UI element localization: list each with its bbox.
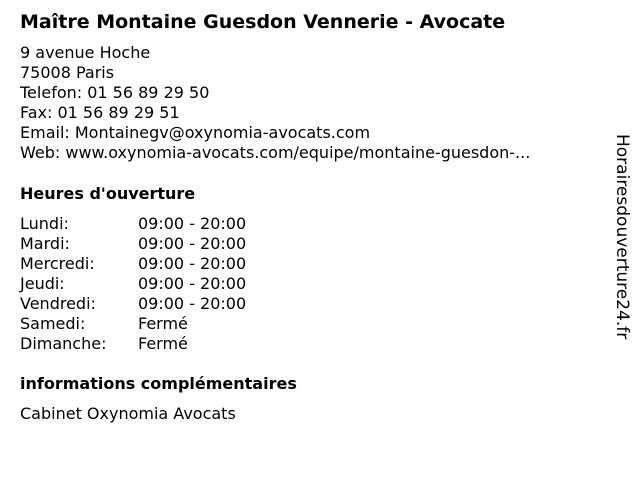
opening-hours-heading: Heures d'ouverture: [20, 184, 196, 203]
page-title: Maître Montaine Guesdon Vennerie - Avocate: [20, 11, 506, 33]
hours-day: Vendredi:: [20, 294, 96, 313]
hours-day: Mercredi:: [20, 254, 95, 273]
hours-time: 09:00 - 20:00: [138, 294, 247, 313]
contact-block: [20, 43, 530, 163]
hours-time: 09:00 - 20:00: [138, 214, 247, 233]
additional-info-text: Cabinet Oxynomia Avocats: [20, 404, 236, 423]
fax-number: Fax: 01 56 89 29 51: [20, 103, 180, 122]
hours-day: Samedi:: [20, 314, 86, 333]
hours-time: Fermé: [138, 314, 188, 333]
site-watermark: Horairesdouverture24.fr: [612, 134, 632, 340]
hours-time: 09:00 - 20:00: [138, 234, 247, 253]
additional-info-heading: informations complémentaires: [20, 374, 297, 393]
hours-day: Dimanche:: [20, 334, 107, 353]
hours-time: 09:00 - 20:00: [138, 254, 247, 273]
hours-time: 09:00 - 20:00: [138, 274, 247, 293]
phone-number[interactable]: Telefon: 01 56 89 29 50: [20, 83, 210, 102]
hours-day: Jeudi:: [20, 274, 65, 293]
address-street: 9 avenue Hoche: [20, 43, 151, 62]
hours-day: Mardi:: [20, 234, 70, 253]
hours-time: Fermé: [138, 334, 188, 353]
website-link[interactable]: Web: www.oxynomia-avocats.com/equipe/montaine-guesdon-...: [20, 143, 531, 162]
email-address[interactable]: Email: Montainegv@oxynomia-avocats.com: [20, 123, 371, 142]
hours-day: Lundi:: [20, 214, 69, 233]
address-city: 75008 Paris: [20, 63, 115, 82]
